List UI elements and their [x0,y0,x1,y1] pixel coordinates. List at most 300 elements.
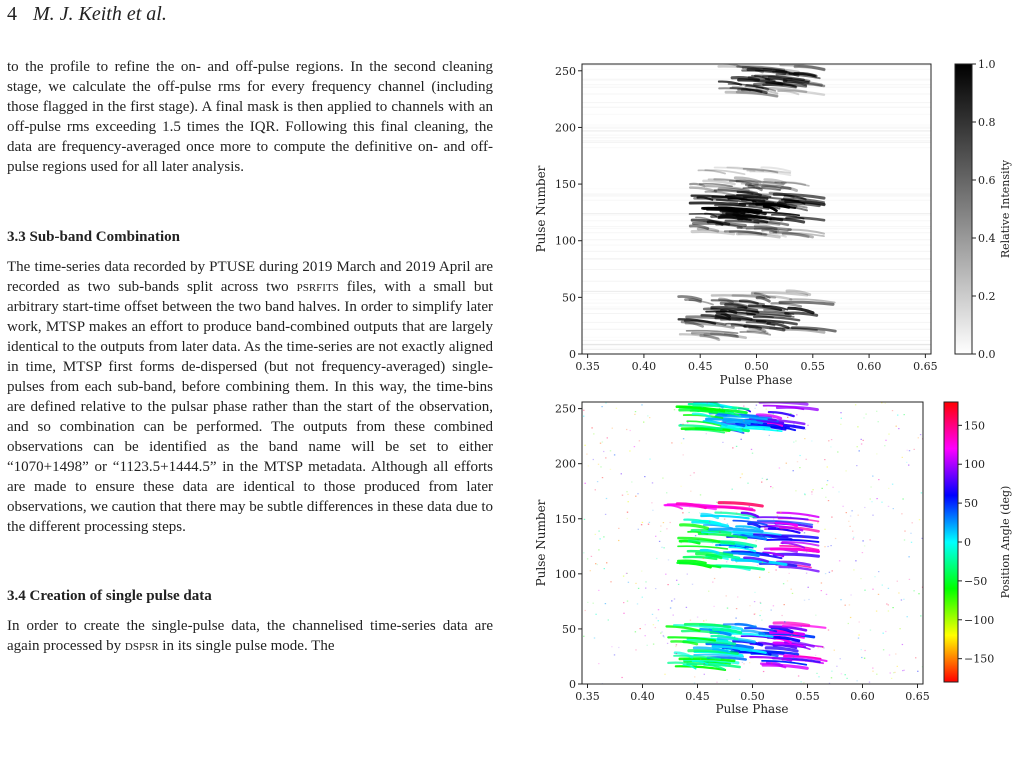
noise-pixel [876,411,877,412]
noise-pixel [787,580,788,581]
noise-pixel [883,649,884,650]
noise-pixel [920,615,921,616]
noise-pixel [672,637,673,638]
noise-pixel [584,445,585,446]
noise-pixel [740,477,741,478]
noise-pixel [593,459,594,460]
noise-pixel [763,671,764,672]
software-name: dspsr [124,638,159,654]
noise-pixel [742,662,743,663]
noise-pixel [850,617,851,618]
noise-pixel [737,596,738,597]
noise-pixel [755,625,756,626]
noise-pixel [618,647,619,648]
noise-pixel [598,590,599,591]
noise-pixel [850,594,851,595]
noise-pixel [764,549,765,550]
noise-pixel [864,545,865,546]
text-column [7,57,493,656]
noise-pixel [761,559,762,560]
noise-pixel [673,615,674,616]
noise-pixel [597,481,598,482]
noise-pixel [653,644,654,645]
noise-pixel [888,610,889,611]
noise-pixel [736,608,737,609]
noise-pixel [663,522,664,523]
noise-pixel [731,646,732,647]
noise-pixel [626,429,627,430]
noise-pixel [834,650,835,651]
noise-pixel [666,492,667,493]
noise-pixel [719,532,720,533]
noise-pixel [828,500,829,501]
section-heading-3-3: 3.3 Sub-band Combination [7,229,180,245]
noise-pixel [840,599,841,600]
noise-pixel [595,489,596,490]
noise-pixel [855,560,856,561]
noise-pixel [659,541,660,542]
colorbar-tick-label: 50 [964,497,978,511]
noise-pixel [851,510,852,511]
noise-pixel [732,489,733,490]
noise-pixel [756,405,757,406]
noise-pixel [811,440,812,441]
noise-pixel [803,682,804,683]
noise-pixel [902,670,903,671]
noise-pixel [773,605,774,606]
noise-pixel [811,494,812,495]
noise-pixel [603,451,604,452]
noise-pixel [791,589,792,590]
noise-pixel [884,445,885,446]
x-tick-label: 0.55 [795,690,820,703]
noise-pixel [667,643,668,644]
noise-pixel [864,507,865,508]
noise-pixel [845,470,846,471]
noise-pixel [783,428,784,429]
x-tick-label: 0.40 [631,360,657,373]
noise-pixel [893,672,894,673]
noise-pixel [768,572,769,573]
noise-pixel [782,543,783,544]
noise-pixel [715,429,716,430]
noise-pixel [583,552,584,553]
noise-pixel [822,488,823,489]
noise-pixel [797,461,798,462]
y-tick-label: 200 [555,457,576,471]
noise-pixel [714,578,715,579]
noise-pixel [898,428,899,429]
noise-pixel [712,543,713,544]
noise-pixel [825,573,826,574]
noise-pixel [824,529,825,530]
noise-pixel [700,494,701,495]
noise-pixel [771,610,772,611]
noise-pixel [790,516,791,517]
noise-pixel [804,438,805,439]
noise-pixel [898,592,899,593]
noise-pixel [804,600,805,601]
y-tick-label: 150 [555,178,576,192]
noise-pixel [725,432,726,433]
noise-pixel [639,440,640,441]
noise-pixel [808,587,809,588]
noise-pixel [766,409,767,410]
colorbar-tick-label: −50 [964,574,988,588]
noise-pixel [743,527,744,528]
noise-pixel [610,450,611,451]
noise-pixel [737,537,738,538]
noise-pixel [869,539,870,540]
noise-pixel [760,602,761,603]
noise-pixel [799,636,800,637]
noise-pixel [630,430,631,431]
y-tick-label: 50 [562,622,576,636]
noise-pixel [840,658,841,659]
noise-pixel [653,624,654,625]
noise-pixel [663,547,664,548]
colorbar-tick-label: 150 [964,419,985,433]
noise-pixel [680,424,681,425]
noise-pixel [755,613,756,614]
noise-pixel [770,486,771,487]
noise-pixel [832,570,833,571]
noise-pixel [862,540,863,541]
noise-pixel [668,559,669,560]
noise-pixel [712,539,713,540]
colorbar-tick-label: 0.2 [978,290,996,303]
noise-pixel [663,635,664,636]
noise-pixel [642,522,643,523]
noise-pixel [586,454,587,455]
noise-pixel [637,603,638,604]
paragraph-cleaning: to the profile to refine the on- and off-pulse regions. In the second cleaning stage, we calculate the off-pulse rms for every frequency channel (including those flagged in the first stage). A final mask is then applied to channels with an off-pulse rms exceeding 1.5 times the IQR. Following this final cleaning, the data are frequency-averaged once more to compute the definitive on- and off-pulse regions used for all later analysis. [7,59,493,175]
x-tick-label: 0.50 [740,690,765,703]
noise-pixel [803,537,804,538]
noise-pixel [909,579,910,580]
noise-pixel [861,443,862,444]
noise-pixel [656,617,657,618]
y-tick-label: 100 [555,567,576,581]
noise-pixel [907,450,908,451]
noise-pixel [773,659,774,660]
noise-pixel [652,482,653,483]
noise-pixel [723,410,724,411]
noise-pixel [902,644,903,645]
position-angle-colorbar-label: Position Angle (deg) [999,485,1012,599]
noise-pixel [627,518,628,519]
noise-pixel [683,454,684,455]
noise-pixel [769,435,770,436]
noise-pixel [631,481,632,482]
noise-pixel [788,568,789,569]
noise-pixel [917,671,918,672]
noise-pixel [605,514,606,515]
noise-pixel [789,573,790,574]
noise-pixel [817,522,818,523]
noise-pixel [795,440,796,441]
noise-pixel [645,588,646,589]
noise-pixel [641,404,642,405]
noise-pixel [864,658,865,659]
noise-pixel [841,418,842,419]
noise-pixel [706,433,707,434]
noise-pixel [660,633,661,634]
noise-pixel [831,671,832,672]
noise-pixel [901,599,902,600]
noise-pixel [674,598,675,599]
noise-pixel [720,511,721,512]
noise-pixel [752,453,753,454]
noise-pixel [827,480,828,481]
noise-pixel [598,531,599,532]
noise-pixel [806,573,807,574]
noise-pixel [872,668,873,669]
noise-pixel [872,589,873,590]
noise-pixel [824,546,825,547]
noise-pixel [861,657,862,658]
noise-pixel [747,483,748,484]
noise-pixel [645,624,646,625]
noise-pixel [902,498,903,499]
noise-pixel [862,552,863,553]
noise-pixel [652,614,653,615]
noise-pixel [897,581,898,582]
noise-pixel [681,443,682,444]
noise-pixel [878,571,879,572]
x-tick-label: 0.65 [905,690,930,703]
noise-pixel [858,515,859,516]
noise-pixel [740,423,741,424]
noise-pixel [826,594,827,595]
noise-pixel [793,657,794,658]
noise-pixel [767,653,768,654]
noise-pixel [876,498,877,499]
noise-pixel [614,454,615,455]
noise-pixel [799,455,800,456]
noise-pixel [676,653,677,654]
noise-pixel [601,406,602,407]
noise-pixel [644,476,645,477]
noise-pixel [806,551,807,552]
noise-pixel [815,615,816,616]
noise-pixel [840,412,841,413]
noise-pixel [861,439,862,440]
noise-pixel [678,584,679,585]
noise-pixel [634,414,635,415]
noise-pixel [762,562,763,563]
noise-pixel [660,525,661,526]
noise-pixel [622,495,623,496]
y-tick-label: 0 [569,678,576,691]
noise-pixel [716,502,717,503]
position-angle-colorbar-ticks [958,419,994,665]
noise-pixel [784,604,785,605]
x-tick-label: 0.45 [685,690,710,703]
noise-pixel [623,613,624,614]
paragraph-text: files, with a small but arbitrary start-time offset between the two band halves. In order to simplify later work, MTSP makes an effort to produce band-combined outputs that are largely identical to the outputs from later data. As the time-series are not exactly aligned in time, MTSP first forms de-dispersed (but not frequency-averaged) single-pulses from each sub-band, before combining them. In this way, the time-bins are defined relative to the pulsar phase rather than the start of the observation, and so combination can be performed. The outputs from these combined observations can be identified as the band name will be set to either “1070+1498” or “1123.5+1444.5” in the MTSP metadata. Although all efforts are made to ensure these data are identical to those produced from later observations, we caution that there may be subtle differences in these data due to the different processing steps. [7,279,493,535]
noise-pixel [732,624,733,625]
colorbar-tick-label: 100 [964,458,985,472]
noise-pixel [795,662,796,663]
noise-pixel [743,406,744,407]
noise-pixel [872,476,873,477]
noise-pixel [852,531,853,532]
noise-pixel [605,457,606,458]
noise-pixel [836,666,837,667]
noise-pixel [817,647,818,648]
noise-pixel [859,621,860,622]
noise-pixel [772,487,773,488]
noise-pixel [840,424,841,425]
noise-pixel [853,537,854,538]
noise-pixel [713,606,714,607]
noise-pixel [680,486,681,487]
noise-pixel [600,466,601,467]
noise-pixel [793,442,794,443]
noise-pixel [865,414,866,415]
colorbar-tick-label: −100 [964,613,995,627]
noise-pixel [605,403,606,404]
noise-pixel [874,576,875,577]
noise-pixel [861,649,862,650]
noise-pixel [825,497,826,498]
noise-pixel [606,562,607,563]
noise-pixel [699,512,700,513]
noise-pixel [870,498,871,499]
noise-pixel [649,459,650,460]
noise-pixel [635,631,636,632]
noise-pixel [903,599,904,600]
noise-pixel [830,446,831,447]
noise-pixel [727,523,728,524]
noise-pixel [760,610,761,611]
noise-pixel [904,531,905,532]
top-x-axis-label: Pulse Phase [719,373,793,387]
noise-pixel [697,539,698,540]
noise-pixel [885,403,886,404]
noise-pixel [694,676,695,677]
colorbar-tick-label: 0 [964,536,971,549]
noise-pixel [882,585,883,586]
noise-pixel [870,630,871,631]
paragraph-subband-combination [7,257,493,537]
noise-pixel [848,521,849,522]
noise-pixel [634,446,635,447]
intensity-panel [534,58,1012,387]
noise-pixel [732,557,733,558]
noise-pixel [754,592,755,593]
noise-pixel [647,645,648,646]
noise-pixel [764,527,765,528]
position-angle-colorbar [944,402,958,682]
noise-pixel [872,671,873,672]
noise-pixel [759,615,760,616]
noise-pixel [766,479,767,480]
noise-pixel [855,404,856,405]
figure [520,50,1018,730]
noise-pixel [736,512,737,513]
noise-pixel [856,680,857,681]
noise-pixel [600,443,601,444]
noise-pixel [731,410,732,411]
noise-pixel [658,620,659,621]
noise-pixel [870,486,871,487]
noise-pixel [749,506,750,507]
noise-pixel [726,595,727,596]
intensity-colorbar-ticks [972,58,996,361]
noise-pixel [781,615,782,616]
noise-pixel [640,628,641,629]
noise-pixel [595,563,596,564]
noise-pixel [593,603,594,604]
noise-pixel [602,477,603,478]
noise-pixel [794,634,795,635]
noise-pixel [714,624,715,625]
noise-pixel [736,562,737,563]
noise-pixel [712,582,713,583]
noise-pixel [856,465,857,466]
colorbar-tick-label: 0.0 [978,348,996,361]
noise-pixel [827,466,828,467]
noise-pixel [643,422,644,423]
noise-pixel [807,515,808,516]
noise-pixel [826,484,827,485]
bottom-y-axis-label: Pulse Number [534,499,548,587]
noise-pixel [806,459,807,460]
noise-pixel [897,666,898,667]
noise-pixel [821,582,822,583]
noise-pixel [909,450,910,451]
noise-pixel [595,614,596,615]
noise-pixel [583,416,584,417]
noise-pixel [658,609,659,610]
noise-pixel [670,522,671,523]
noise-pixel [635,411,636,412]
noise-pixel [675,646,676,647]
noise-pixel [676,580,677,581]
noise-pixel [808,599,809,600]
noise-pixel [621,677,622,678]
noise-pixel [902,457,903,458]
noise-pixel [700,659,701,660]
noise-pixel [709,642,710,643]
noise-pixel [892,607,893,608]
intensity-colorbar-label: Relative Intensity [999,159,1012,259]
noise-pixel [730,502,731,503]
noise-pixel [853,569,854,570]
noise-pixel [597,564,598,565]
noise-pixel [828,440,829,441]
noise-pixel [585,483,586,484]
noise-pixel [749,605,750,606]
noise-pixel [908,465,909,466]
noise-pixel [681,542,682,543]
noise-pixel [626,491,627,492]
noise-pixel [723,669,724,670]
x-tick-label: 0.60 [850,690,875,703]
noise-pixel [703,620,704,621]
x-tick-label: 0.60 [856,360,882,373]
colorbar-tick-label: 1.0 [978,58,996,71]
noise-pixel [805,661,806,662]
noise-pixel [835,538,836,539]
noise-pixel [913,590,914,591]
noise-pixel [773,413,774,414]
noise-pixel [895,653,896,654]
noise-pixel [702,407,703,408]
noise-pixel [665,574,666,575]
